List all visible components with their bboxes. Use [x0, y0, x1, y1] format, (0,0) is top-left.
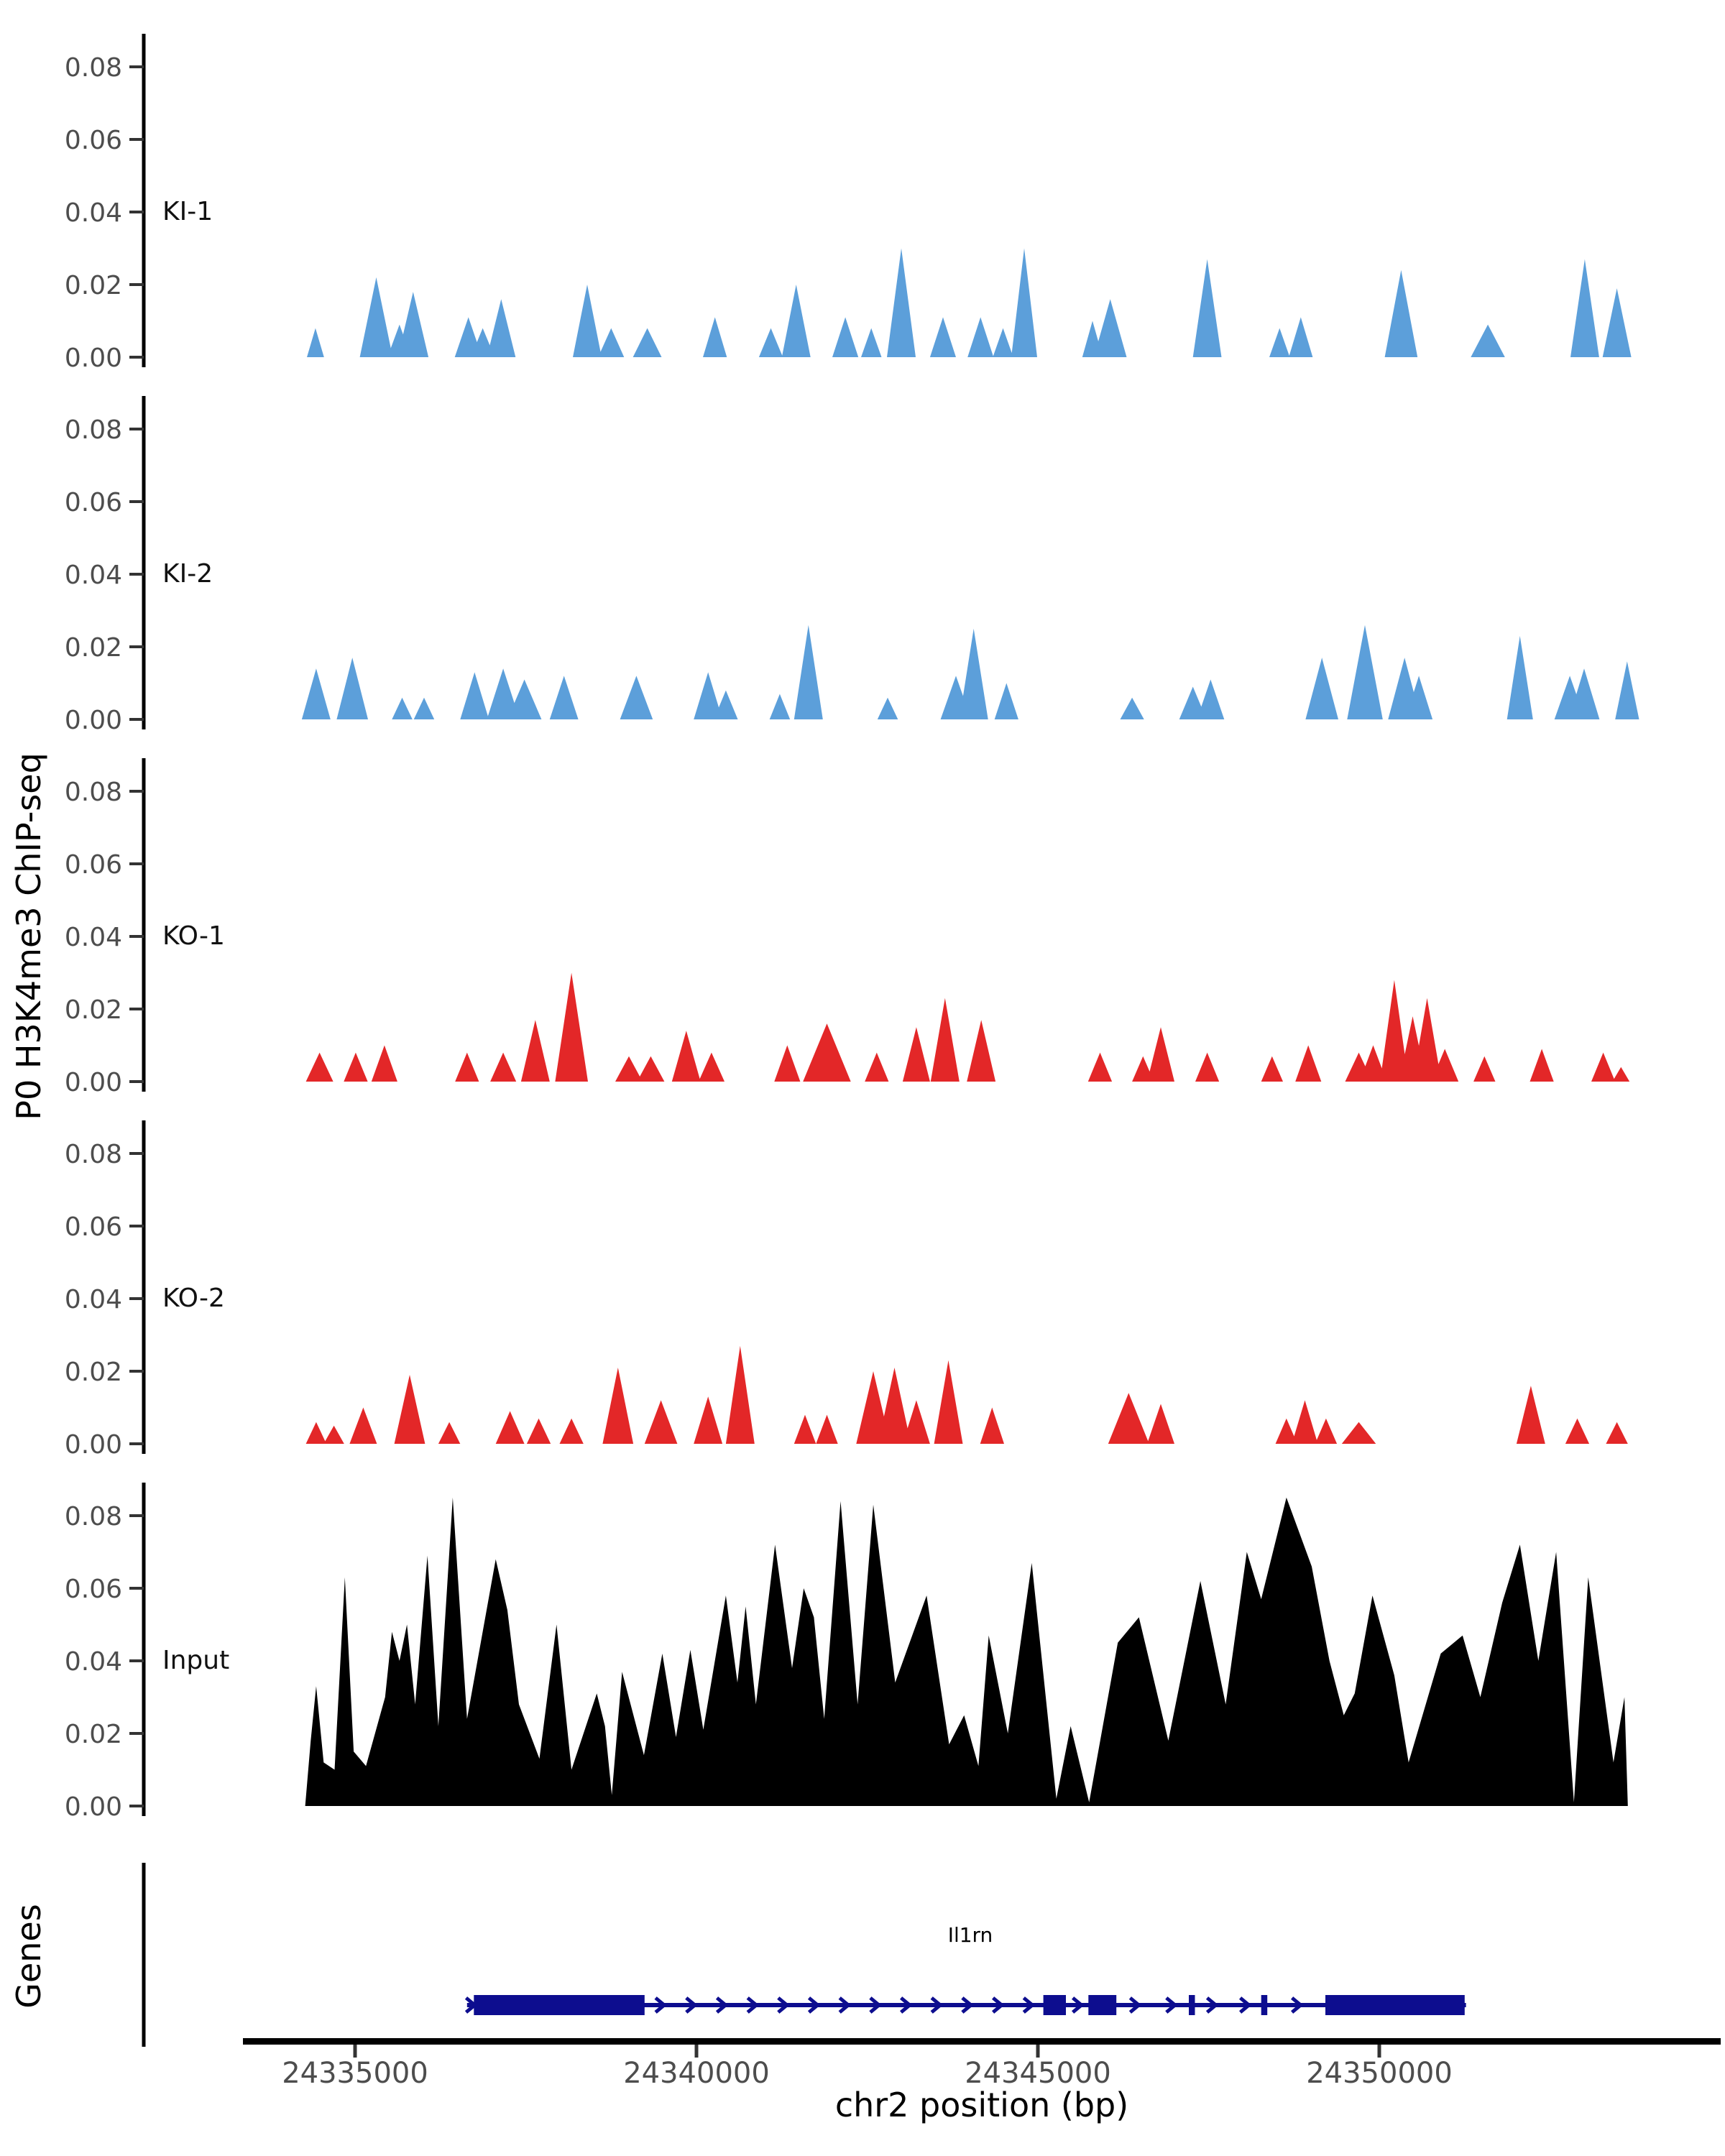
- track-label-input: Input: [162, 1646, 230, 1675]
- y-tick-label: 0.08: [64, 778, 122, 807]
- track-label-ko1: KO-1: [162, 921, 225, 951]
- y-tick-label: 0.00: [64, 1792, 122, 1822]
- gene-name-label: Il1rn: [947, 1923, 993, 1947]
- x-tick-label: 24340000: [623, 2057, 770, 2090]
- signal-area-ko-2: [306, 1346, 1628, 1444]
- y-tick-label: 0.04: [64, 561, 122, 590]
- y-tick-label: 0.04: [64, 1285, 122, 1314]
- gene-exon: [1189, 1995, 1195, 2015]
- x-tick-label: 24335000: [282, 2057, 428, 2090]
- y-tick-label: 0.00: [64, 1068, 122, 1097]
- x-tick-label: 24345000: [965, 2057, 1111, 2090]
- y-axis-title: P0 H3K4me3 ChIP-seq: [9, 752, 48, 1120]
- y-tick-label: 0.06: [64, 126, 122, 155]
- y-tick-label: 0.02: [64, 1358, 122, 1387]
- y-tick-label: 0.08: [64, 53, 122, 83]
- y-tick-label: 0.06: [64, 1575, 122, 1604]
- y-tick-label: 0.08: [64, 1140, 122, 1169]
- gene-exon: [474, 1995, 645, 2015]
- y-tick-label: 0.06: [64, 488, 122, 517]
- gene-exon: [1325, 1995, 1465, 2015]
- signal-area-ki-1: [307, 249, 1632, 358]
- y-tick-label: 0.06: [64, 850, 122, 880]
- y-tick-label: 0.02: [64, 633, 122, 663]
- y-tick-label: 0.04: [64, 198, 122, 228]
- y-tick-label: 0.00: [64, 1430, 122, 1460]
- y-tick-label: 0.02: [64, 995, 122, 1025]
- y-tick-label: 0.04: [64, 1647, 122, 1677]
- genes-panel-title: Genes: [9, 1904, 48, 2009]
- y-tick-label: 0.08: [64, 415, 122, 445]
- signal-area-input: [305, 1498, 1628, 1806]
- track-label-ki2: KI-2: [162, 559, 213, 589]
- signal-area-ki-2: [302, 625, 1639, 719]
- x-tick-label: 24350000: [1306, 2057, 1453, 2090]
- gene-exon: [1088, 1995, 1116, 2015]
- y-tick-label: 0.02: [64, 271, 122, 300]
- gene-exon: [1044, 1995, 1066, 2015]
- x-axis-title: chr2 position (bp): [834, 2086, 1129, 2124]
- y-tick-label: 0.00: [64, 344, 122, 373]
- y-tick-label: 0.02: [64, 1720, 122, 1749]
- track-label-ki1: KI-1: [162, 197, 213, 226]
- y-tick-label: 0.06: [64, 1212, 122, 1242]
- y-tick-label: 0.00: [64, 706, 122, 735]
- y-tick-label: 0.08: [64, 1502, 122, 1531]
- signal-area-ko-1: [306, 973, 1630, 1082]
- gene-exon: [1261, 1995, 1268, 2015]
- y-tick-label: 0.04: [64, 923, 122, 952]
- track-label-ko2: KO-2: [162, 1284, 225, 1313]
- x-axis-line: [243, 2038, 1721, 2045]
